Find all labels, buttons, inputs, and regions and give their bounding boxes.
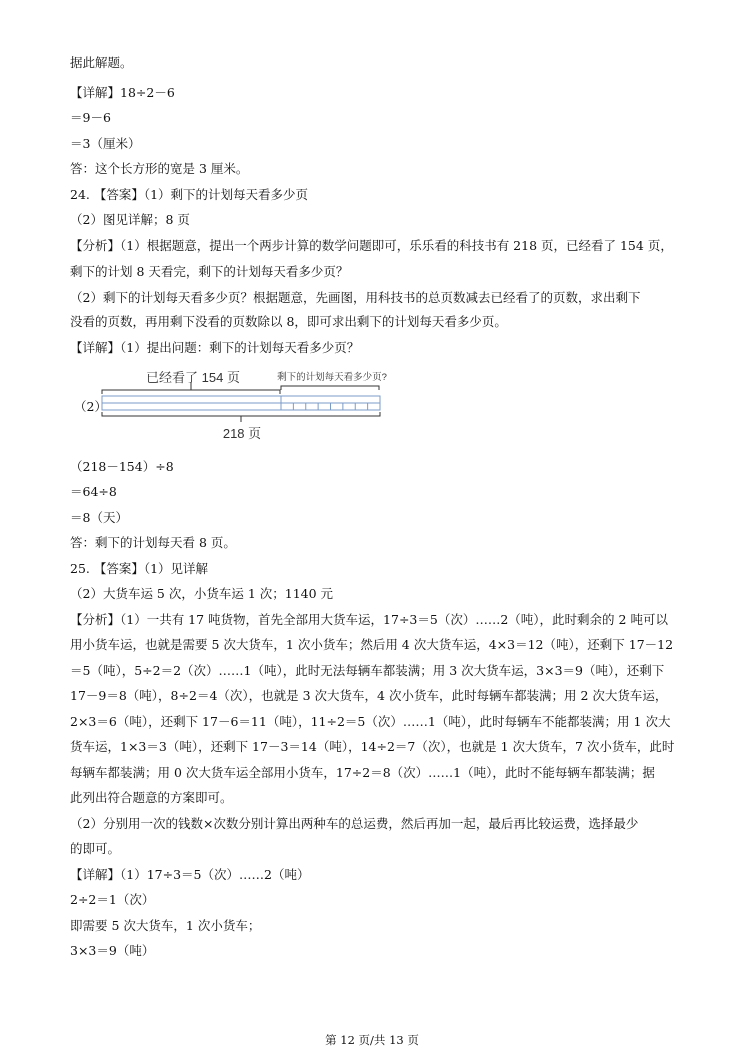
text-line: 据此解题。 — [70, 55, 133, 70]
analysis-line: 剩下的计划 8 天看完，剩下的计划每天看多少页？ — [70, 264, 349, 279]
read-brace — [102, 390, 280, 394]
text-line: （2）图见详解；8 页 — [70, 212, 190, 227]
detail-line: 【详解】（1）提出问题：剩下的计划每天看多少页？ — [70, 340, 360, 355]
analysis-line: 此列出符合题意的方案即可。 — [70, 790, 233, 805]
question-text: 剩下的计划每天看多少页? — [277, 372, 387, 383]
answer-heading-24: 24. 【答案】（1）剩下的计划每天看多少页 — [70, 187, 309, 202]
text-line: ＝3（厘米） — [70, 136, 141, 151]
analysis-line: 没看的页数，再用剩下没看的页数除以 8，即可求出剩下的计划每天看多少页。 — [70, 314, 507, 329]
text-line: ＝9－6 — [70, 110, 111, 125]
analysis-line: ＝5（吨），5÷2＝2（次）……1（吨），此时无法每辆车都装满；用 3 次大货车运，3×3＝9（吨），还剩下 — [70, 663, 665, 678]
text-line: 答：剩下的计划每天看 8 页。 — [70, 535, 236, 550]
text-line: 即需要 5 次大货车，1 次小货车； — [70, 918, 261, 933]
analysis-line: 【分析】（1）根据题意，提出一个两步计算的数学问题即可，乐乐看的科技书有 218 页，已经看了 154 页， — [70, 238, 673, 253]
analysis-line: 用小货车运，也就是需要 5 次大货车，1 次小货车；然后用 4 次大货车运，4×3＝12（吨），还剩下 17－12 — [70, 637, 674, 652]
segment-diagram — [70, 366, 410, 448]
analysis-line: （2）分别用一次的钱数×次数分别计算出两种车的总运费，然后再加一起，最后再比较运费，选择最少 — [70, 816, 639, 831]
text-line: （2）大货车运 5 次，小货车运 1 次；1140 元 — [70, 586, 334, 601]
calc-line: ＝8（天） — [70, 510, 128, 525]
remaining-segments — [293, 403, 367, 410]
calc-line: 3×3＝9（吨） — [70, 943, 155, 958]
total-brace — [102, 412, 380, 416]
analysis-line: 货车运，1×3＝3（吨），还剩下 17－3＝14（吨），14÷2＝7（次），也就是 1 次大货车，7 次小货车，此时 — [70, 739, 675, 754]
text-line: 【详解】18÷2－6 — [70, 85, 175, 100]
read-pages-text: 已经看了 154 页 — [146, 370, 240, 385]
remaining-brace — [281, 386, 379, 390]
analysis-line: 每辆车都装满；用 0 次大货车运全部用小货车，17÷2＝8（次）……1（吨），此时不能每辆车都装满；据 — [70, 765, 655, 780]
analysis-line: 17－9＝8（吨），8÷2＝4（次），也就是 3 次大货车，4 次小货车，此时每辆车都装满；用 2 次大货车运， — [70, 688, 668, 703]
analysis-line: 2×3＝6（吨），还剩下 17－6＝11（吨），11÷2＝5（次）……1（吨），此时每辆车不能都装满；用 1 次大 — [70, 714, 671, 729]
detail-line: 【详解】（1）17÷3＝5（次）……2（吨） — [70, 867, 310, 882]
analysis-line: （2）剩下的计划每天看多少页？根据题意，先画图，用科技书的总页数减去已经看了的页数，求出剩下 — [70, 290, 641, 305]
calc-line: ＝64÷8 — [70, 484, 117, 499]
total-pages-text: 218 页 — [222, 426, 262, 441]
calc-line: （218－154）÷8 — [70, 459, 174, 474]
text-line: 答：这个长方形的宽是 3 厘米。 — [70, 161, 249, 176]
diagram-label: （2） — [74, 399, 107, 414]
analysis-line: 的即可。 — [70, 841, 121, 856]
answer-heading-25: 25. 【答案】（1）见详解 — [70, 561, 209, 576]
analysis-line: 【分析】（1）一共有 17 吨货物，首先全部用大货车运，17÷3＝5（次）……2（吨），此时剩余的 2 吨可以 — [70, 612, 668, 627]
page-footer: 第 12 页/共 13 页 — [325, 1033, 419, 1047]
calc-line: 2÷2＝1（次） — [70, 892, 155, 907]
diagram-svg — [70, 366, 410, 448]
